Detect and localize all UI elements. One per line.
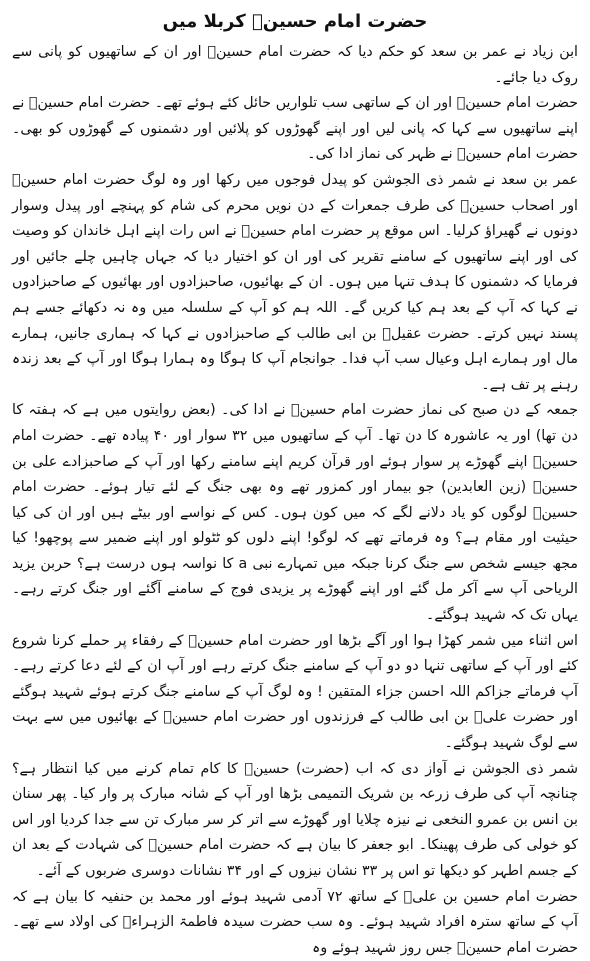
paragraph-5: اس اثناء میں شمر کھڑا ہوا اور آگے بڑھا اور حضرت امام حسینؓ کے رفقاء پر حملے کرنا شروع کئے اور آپ کے ساتھی تنہا دو دو آپ کے سامنے جنگ کرتے رہے اور آپ ان کے لئے دعا کرتے رہے۔ آپ فرماتے جزاکم اللہ احسن جزاء المتقین ! وہ لوگ آپ کے سامنے جنگ کرتے ہوئے شہید ہوگئے اور حضرت علیؓ بن ابی طالب کے فرزندوں اور حضرت امام حسینؓ کے بھائیوں میں سے بہت سے لوگ شہید ہوگئے۔: [12, 632, 578, 752]
paragraph-2: حضرت امام حسینؓ اور ان کے ساتھی سب تلواریں حائل کئے ہوئے تھے۔ حضرت امام حسینؓ نے اپنے ساتھیوں سے کہا کہ پانی لیں اور اپنے گھوڑوں کو پلائیں اور دشمنوں کے گھوڑوں کو بھی۔ حضرت امام حسینؓ نے ظہر کی نماز ادا کی۔: [12, 95, 578, 163]
paragraph-4: جمعہ کے دن صبح کی نماز حضرت امام حسینؓ نے ادا کی۔ (بعض روایتوں میں ہے کہ ہفتہ کا دن تھا) اور یہ عاشورہ کا دن تھا۔ آپ کے ساتھیوں میں ۳۲ سوار اور ۴۰ پیادہ تھے۔ حضرت امام حسینؓ اپنے گھوڑے پر سوار ہوئے اور قرآن کریم اپنے سامنے رکھا اور آپ کے صاحبزادے علی بن حسینؓ (زین العابدین) جو بیمار اور کمزور تھے وہ بھی جنگ کے لئے تیار ہوئے۔ حضرت امام حسینؓ لوگوں کو یاد دلانے لگے کہ میں کون ہوں۔ کس کے نواسے اور بیٹے ہیں اور ان کی کیا حیثیت اور مقام ہے؟ وہ فرماتے تھے کہ لوگو! اپنے دلوں کو ٹٹولو اور اپنے ضمیر سے پوچھو! کیا مجھ جیسے شخص سے جنگ کرنا جبکہ میں تمہارے نبی a کا نواسہ ہوں درست ہے؟ حربن یزید الریاحی آپ سے آکر مل گئے اور اپنے گھوڑے پر یزیدی فوج کے سامنے آگئے اور جنگ کرتے رہے۔ یہاں تک کہ شہید ہوگئے۔: [12, 402, 578, 624]
paragraph-3: عمر بن سعد نے شمر ذی الجوشن کو پیدل فوجوں میں رکھا اور وہ لوگ حضرت امام حسینؓ اور اصحاب حسینؓ کی طرف جمعرات کے دن نویں محرم کی شام کو پہنچے اور پیدل وسوار دونوں نے گھیراؤ کرلیا۔ اس موقع پر حضرت امام حسینؓ نے اس رات اپنے اہل خاندان کو وصیت کی اور اپنے ساتھیوں کے سامنے تقریر کی اور ان کو اختیار دیا کہ جہاں چاہیں چلے جائیں اور فرمایا کہ دشمنوں کا ہدف تنہا میں ہوں۔ ان کے بھائیوں، صاحبزادوں اور بھائیوں کے صاحبزادوں نے کہا کہ آپ کے بعد ہم کیا کریں گے۔ اللہ ہم کو آپ کے سلسلہ میں وہ نہ دکھائے جسے ہم پسند نہیں کرتے۔ حضرت عقیلؓ بن ابی طالب کے صاحبزادوں نے کہا کہ ہماری جانیں، ہمارے مال اور ہمارے اہل وعیال سب آپ فدا۔ جوانجام آپ کا ہوگا وہ ہمارا ہوگا اور آپ کے بعد زندہ رہنے پر تف ہے۔: [12, 171, 578, 393]
page-title: حضرت امام حسینؓ کربلا میں: [162, 11, 428, 32]
paragraph-1: ابن زیاد نے عمر بن سعد کو حکم دیا کہ حضرت امام حسینؓ اور ان کے ساتھیوں کو پانی سے روک دیا جائے۔: [12, 44, 578, 86]
paragraph-7: حضرت امام حسین بن علیؓ کے ساتھ ۷۲ آدمی شہید ہوئے اور محمد بن حنفیہ کا بیان ہے کہ آپ کے ساتھ سترہ افراد شہید ہوئے۔ وہ سب حضرت سیدہ فاطمۃ الزہراءؓ کی اولاد سے تھے۔ حضرت امام حسینؓ جس روز شہید ہوئے وہ: [12, 888, 578, 956]
paragraph-6: شمر ذی الجوشن نے آواز دی کہ اب (حضرت) حسینؓ کا کام تمام کرنے میں کیا انتظار ہے؟ چنانچہ آپ کی طرف زرعہ بن شریک التمیمی بڑھا اور آپ کے شانہ مبارک پر وار کیا۔ پھر سنان بن انس بن عمرو النخعی نے نیزہ چلایا اور گھوڑے سے اتر کر سر مبارک تن سے جدا کردیا اور اس کو خولی کی طرف پھینکا۔ ابو جعفر کا بیان ہے کہ حضرت امام حسینؓ کی شہادت کے بعد ان کے جسم اطہر کو دیکھا تو اس پر ۳۳ نشان نیزوں کے اور ۳۴ نشانات دوسری ضربوں کے آئے۔: [12, 760, 578, 879]
